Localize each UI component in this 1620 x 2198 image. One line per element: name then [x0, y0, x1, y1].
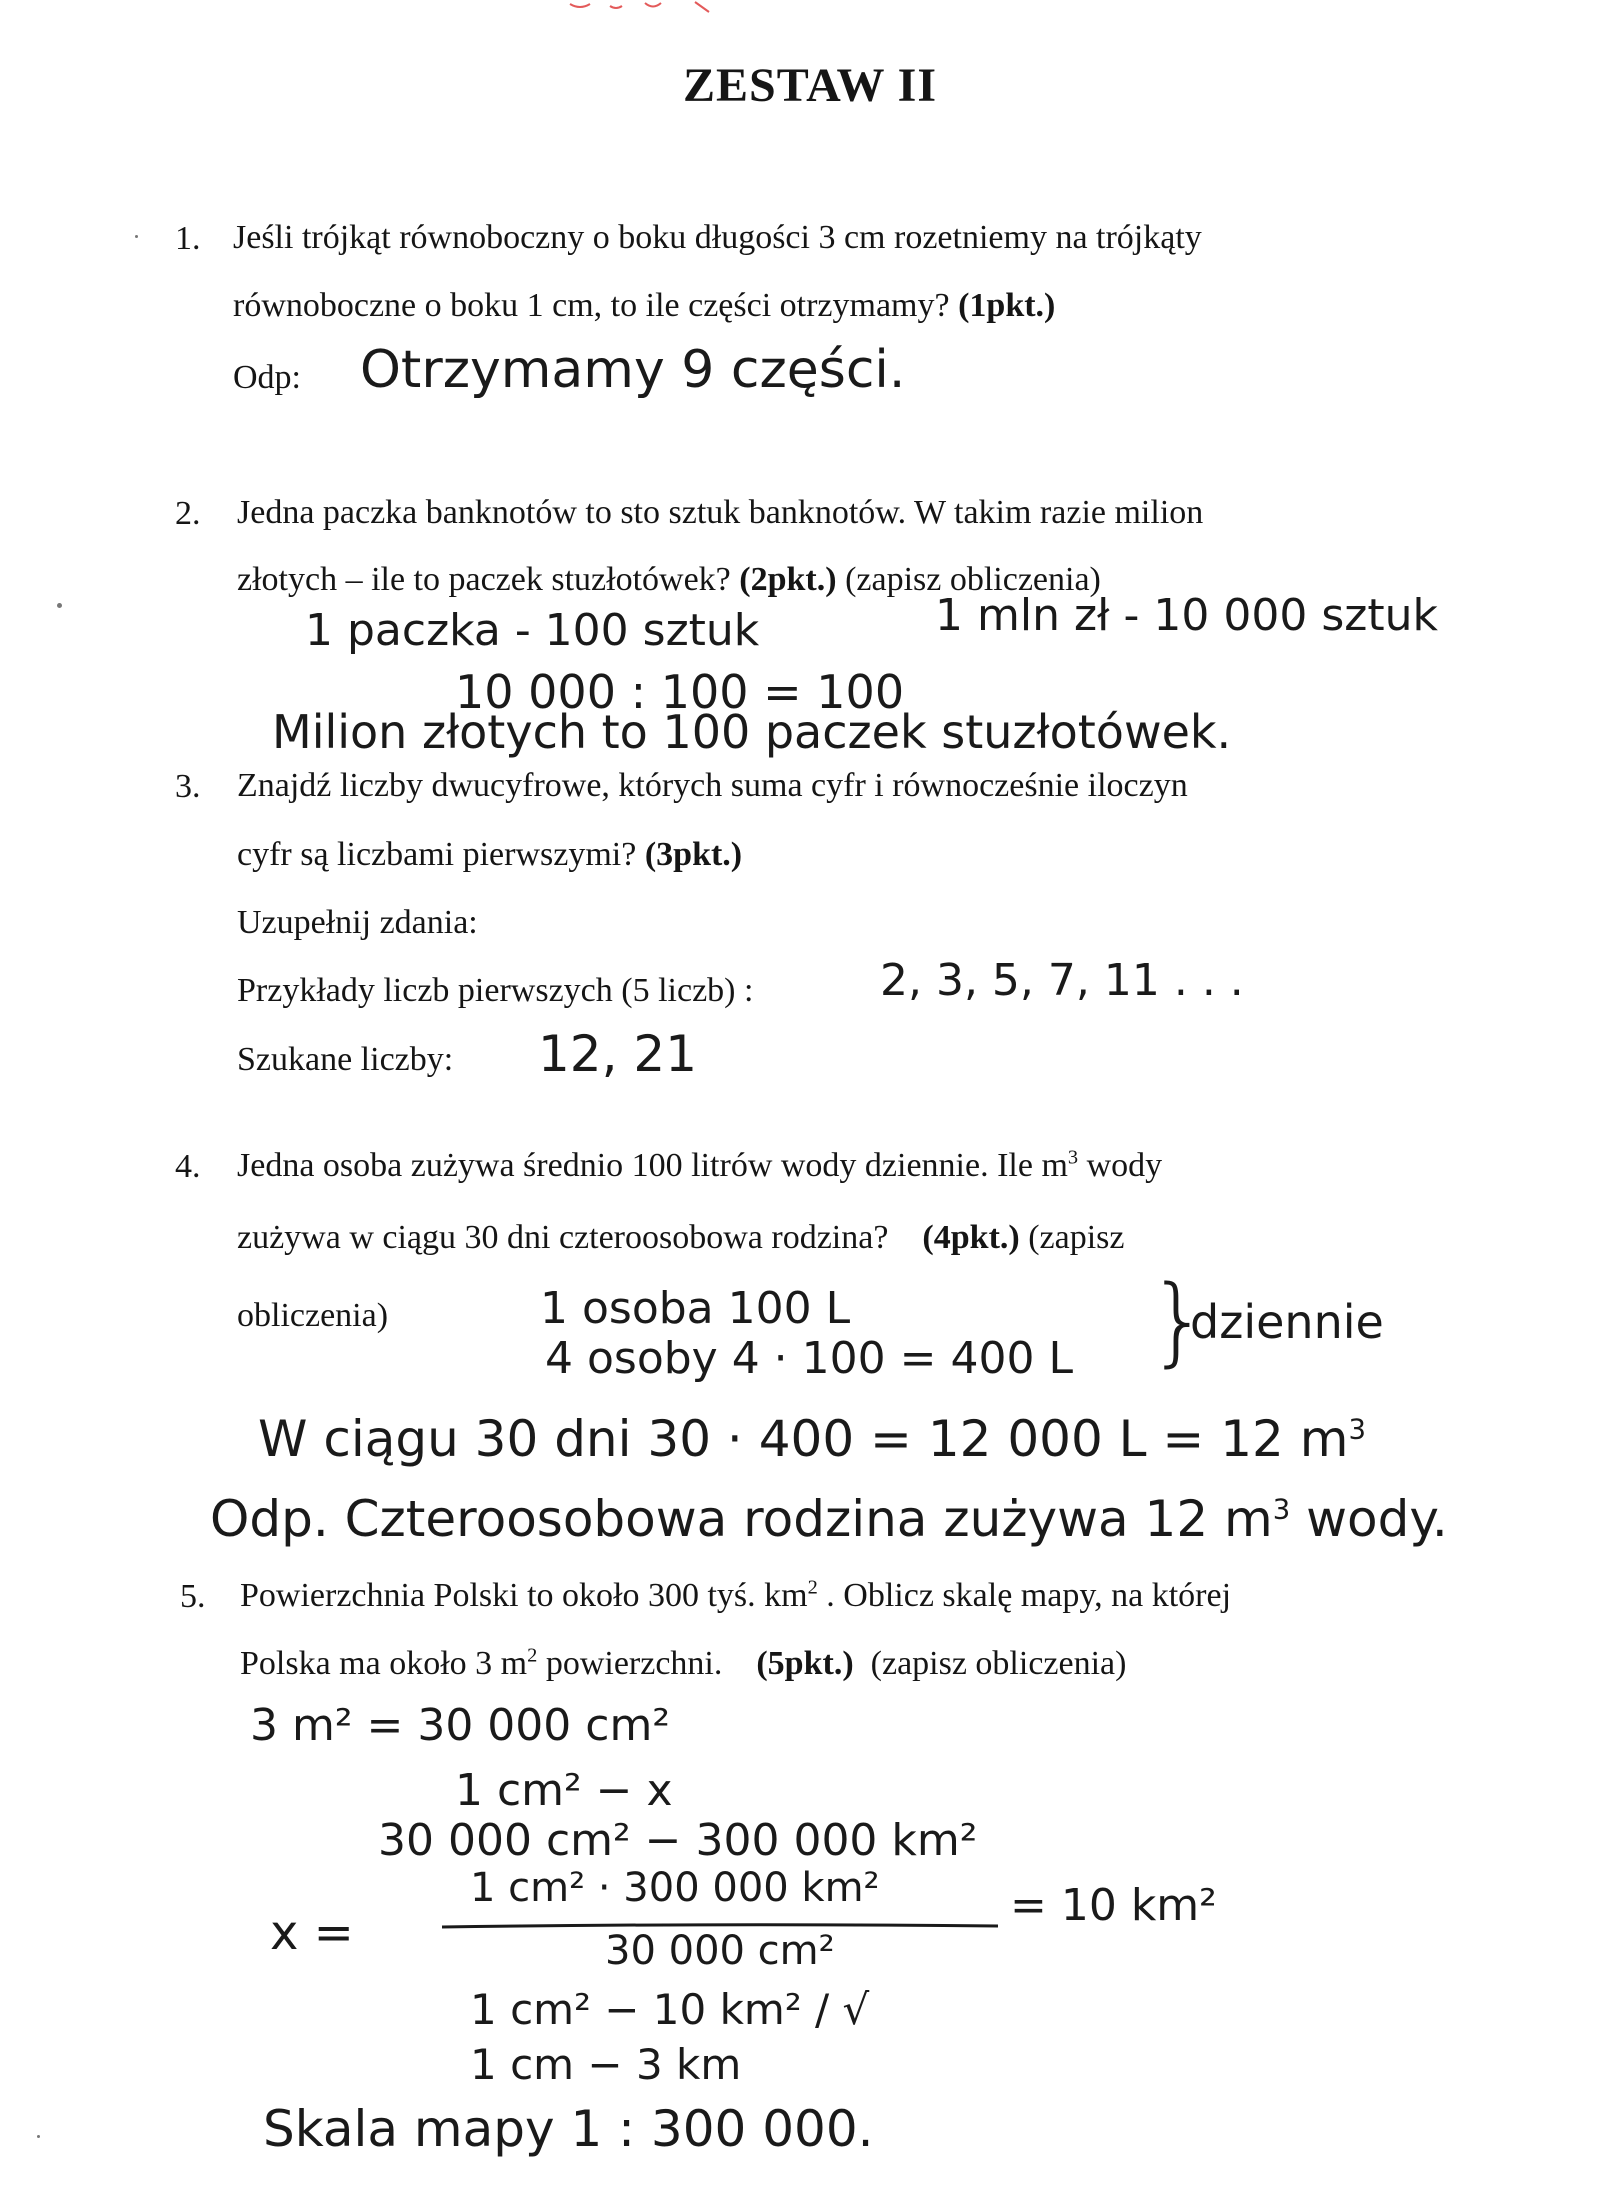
q4-hw-line4b: wody.	[1290, 1490, 1448, 1548]
q4-hw-line1: 1 osoba 100 L	[540, 1283, 851, 1334]
q4-hw-line4-wrap	[210, 1490, 1448, 1548]
scan-speck	[37, 2135, 40, 2138]
q2-hw-line4: Milion złotych to 100 paczek stuzłotówek.	[272, 705, 1232, 759]
q3-line2: cyfr są liczbami pierwszymi?	[237, 836, 637, 873]
q4-points: (4pkt.)	[922, 1219, 1020, 1256]
q3-number: 3.	[175, 768, 201, 805]
q5-line1b: . Oblicz skalę mapy, na której	[817, 1577, 1232, 1614]
q5-line1-sup: 2	[807, 1576, 818, 1599]
q5-number: 5.	[180, 1578, 206, 1615]
q1-handwritten-answer: Otrzymamy 9 części.	[360, 340, 906, 400]
q1-points: (1pkt.)	[958, 287, 1056, 324]
scan-speck	[57, 603, 62, 608]
q5-line2-sup: 2	[527, 1644, 538, 1667]
q5-note: (zapisz obliczenia)	[870, 1645, 1127, 1682]
q4-hw-dziennie: dziennie	[1190, 1295, 1384, 1349]
q5-line2b: powierzchni.	[537, 1645, 723, 1682]
q5-hw-result: = 10 km²	[1010, 1880, 1217, 1931]
q4-line1a: Jedna osoba zużywa średnio 100 litrów wody dziennie. Ile m	[237, 1147, 1068, 1184]
q5-hw-line2: 1 cm² − x	[455, 1765, 673, 1816]
q5-line2-wrap	[240, 1644, 1126, 1684]
q4-line1b: wody	[1078, 1147, 1163, 1184]
q1-line1: Jeśli trójkąt równoboczny o boku długości 3 cm rozetniemy na trójkąty	[233, 219, 1202, 256]
q4-note-a: (zapisz	[1028, 1219, 1125, 1256]
q2-hw-line2: 1 mln zł - 10 000 sztuk	[935, 590, 1438, 641]
q4-line2-wrap	[237, 1218, 1125, 1258]
q2-note: (zapisz obliczenia)	[845, 561, 1101, 598]
q5-hw-line7: Skala mapy 1 : 300 000.	[263, 2100, 874, 2158]
scan-speck	[135, 235, 138, 238]
q1-odp-label: Odp:	[233, 359, 301, 396]
q4-hw-line4-sup: 3	[1272, 1493, 1291, 1526]
q5-line2a: Polska ma około 3 m	[240, 1645, 528, 1682]
q5-hw-fraction-denominator: 30 000 cm²	[605, 1928, 835, 1974]
q4-line1-sup: 3	[1067, 1146, 1079, 1169]
q2-line1: Jedna paczka banknotów to sto sztuk banknotów. W takim razie milion	[237, 494, 1204, 531]
q4-hw-line3-sup: 3	[1348, 1413, 1366, 1446]
q2-hw-line1: 1 paczka - 100 sztuk	[305, 605, 760, 656]
q5-line1a: Powierzchnia Polski to około 300 tyś. km	[240, 1577, 808, 1614]
q1-line2: równoboczne o boku 1 cm, to ile części otrzymamy?	[233, 287, 950, 324]
q4-line3: obliczenia)	[237, 1297, 389, 1334]
q3-line5: Szukane liczby:	[237, 1041, 454, 1078]
q5-hw-line1: 3 m² = 30 000 cm²	[250, 1700, 670, 1751]
page-title: ZESTAW II	[682, 59, 937, 112]
q4-line1-wrap	[237, 1146, 1162, 1186]
q5-hw-line5: 1 cm² − 10 km² / √	[470, 1985, 870, 2034]
q3-hw-primes: 2, 3, 5, 7, 11 . . .	[880, 955, 1244, 1006]
q4-hw-line3-wrap	[258, 1410, 1366, 1468]
q2-line2: złotych – ile to paczek stuzłotówek?	[237, 561, 731, 598]
q3-line2-wrap	[237, 835, 742, 875]
q4-hw-brace: }	[1148, 1265, 1210, 1377]
q5-hw-line6: 1 cm − 3 km	[470, 2040, 742, 2089]
q5-line1-wrap	[240, 1576, 1231, 1616]
q5-hw-line3: 30 000 cm² − 300 000 km²	[378, 1815, 978, 1866]
q5-hw-fraction-numerator: 1 cm² · 300 000 km²	[470, 1865, 880, 1911]
q3-line1: Znajdź liczby dwucyfrowe, których suma cyfr i równocześnie iloczyn	[237, 767, 1188, 804]
q4-hw-line2: 4 osoby 4 · 100 = 400 L	[545, 1333, 1073, 1384]
q2-points: (2pkt.)	[739, 561, 837, 598]
q3-hw-numbers: 12, 21	[538, 1025, 698, 1083]
q1-number: 1.	[175, 220, 201, 257]
q4-line2: zużywa w ciągu 30 dni czteroosobowa rodzina?	[237, 1219, 889, 1256]
q3-points: (3pkt.)	[644, 836, 743, 873]
q2-hw-line3: 10 000 : 100 = 100	[455, 665, 905, 719]
q4-hw-line3: W ciągu 30 dni 30 · 400 = 12 000 L = 12 m	[258, 1410, 1349, 1468]
q5-points: (5pkt.)	[756, 1645, 854, 1682]
red-pen-mark	[560, 0, 740, 14]
q4-hw-line4a: Odp. Czteroosobowa rodzina zużywa 12 m	[210, 1490, 1273, 1548]
q4-number: 4.	[175, 1148, 201, 1185]
q3-line3: Uzupełnij zdania:	[237, 904, 478, 941]
q3-line4: Przykłady liczb pierwszych (5 liczb) :	[237, 972, 754, 1009]
q2-number: 2.	[175, 495, 201, 532]
q5-hw-x: x =	[270, 1905, 354, 1961]
q1-line2-wrap	[233, 286, 1055, 326]
